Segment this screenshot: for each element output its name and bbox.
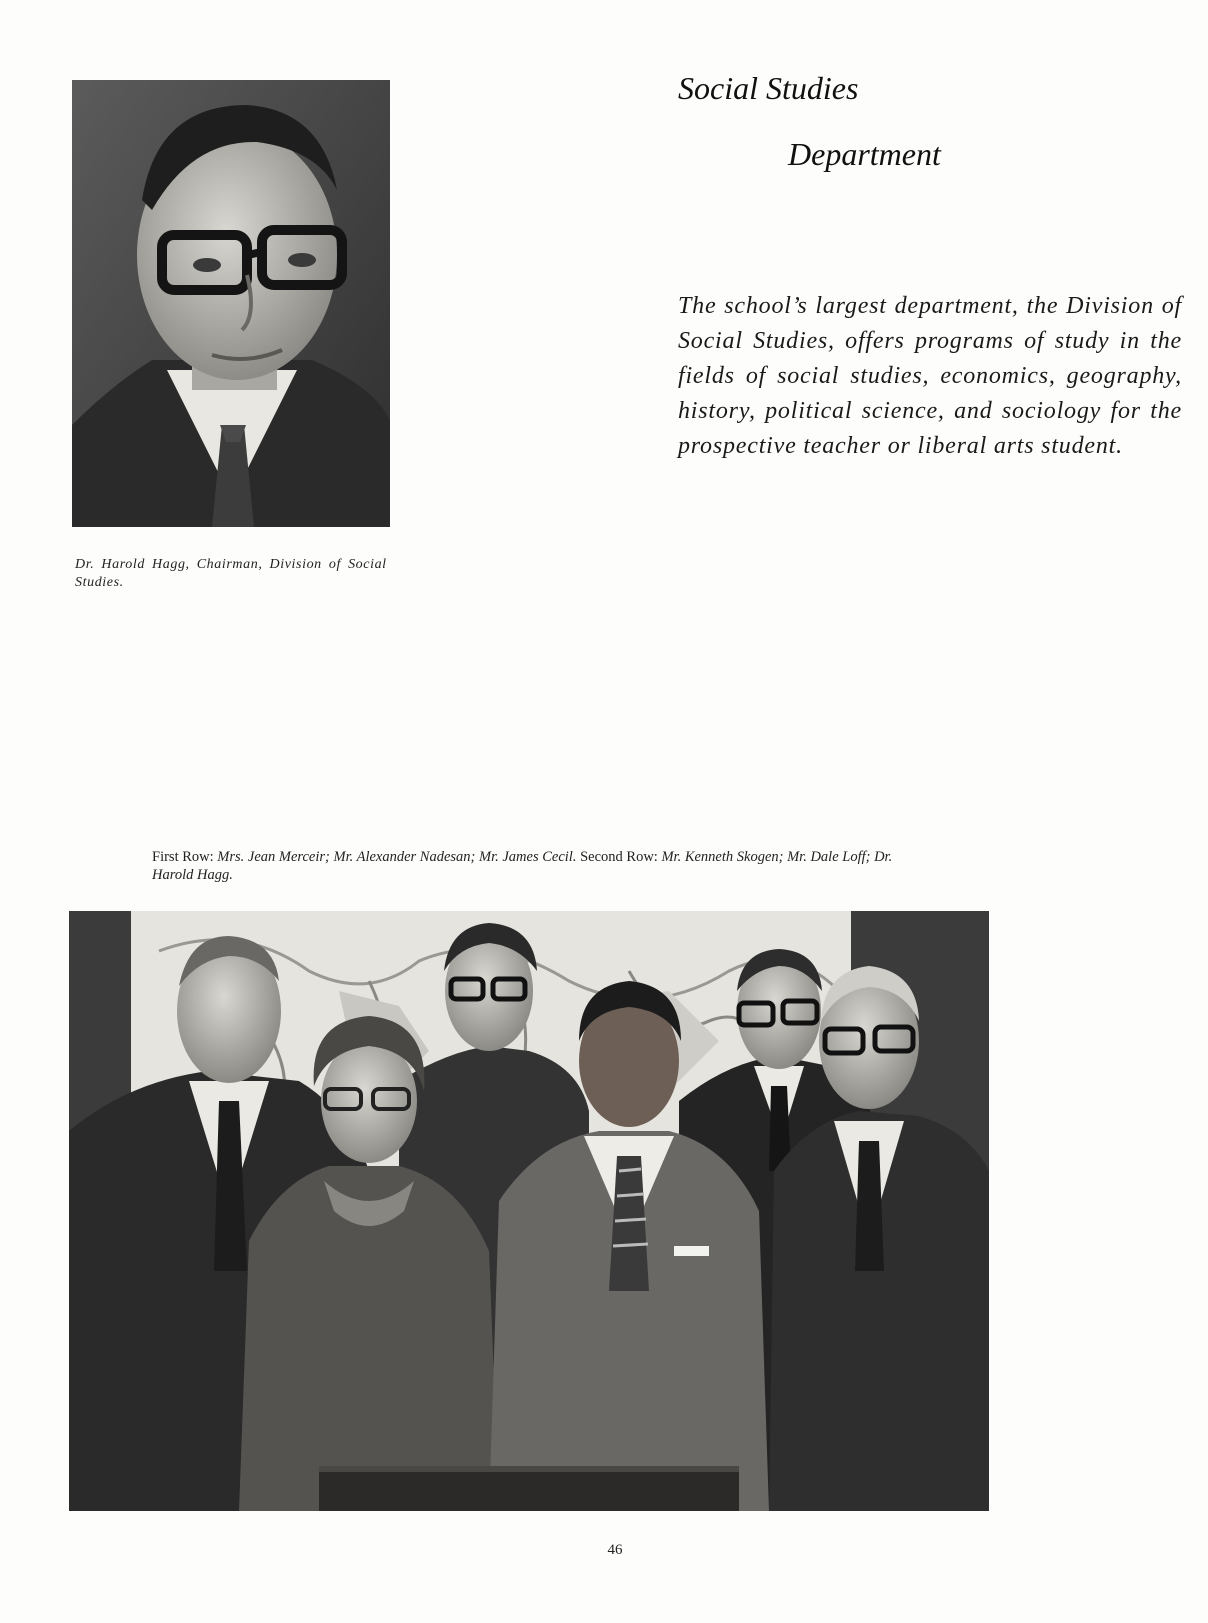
page-title-line-2: Department bbox=[788, 136, 941, 172]
page-title-line-1: Social Studies bbox=[678, 70, 859, 106]
chairman-portrait-photo bbox=[72, 80, 390, 527]
department-group-photo bbox=[69, 911, 989, 1511]
portrait-illustration bbox=[72, 80, 390, 527]
second-row-label: Second Row: bbox=[580, 849, 658, 865]
first-row-names: Mrs. Jean Merceir; Mr. Alexander Nadesan; Mr. James Cecil. bbox=[217, 849, 577, 865]
first-row-label: First Row: bbox=[152, 849, 214, 865]
group-illustration bbox=[69, 911, 989, 1511]
group-photo-caption bbox=[152, 848, 932, 884]
portrait-caption: Dr. Harold Hagg, Chairman, Division of Social Studies. bbox=[75, 557, 387, 590]
second-row-names: Mr. Kenneth Skogen; Mr. Dale Loff; Dr. Harold Hagg. bbox=[152, 849, 893, 883]
intro-paragraph: The school’s largest department, the Division of Social Studies, offers programs of study in the fields of social studies, economics, geography, history, political science, and sociology for the prospective teacher or liberal arts student. bbox=[678, 293, 1182, 459]
page-number: 46 bbox=[607, 1542, 623, 1558]
